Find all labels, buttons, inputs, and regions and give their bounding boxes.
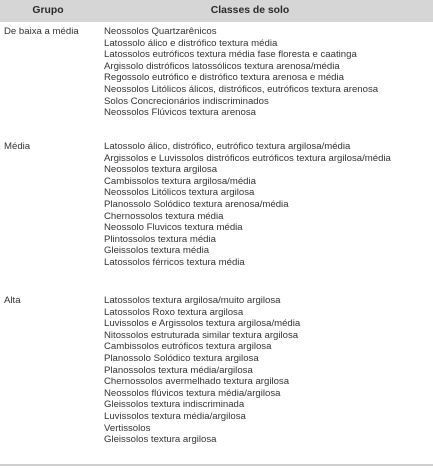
- soil-class-item: Nitossolos estruturada similar textura argilosa: [104, 329, 299, 341]
- soil-class-item: Plintossolos textura média: [104, 233, 216, 245]
- soil-class-list: [104, 141, 391, 269]
- group-label: De baixa a média: [4, 26, 79, 37]
- header-grupo: Grupo: [32, 5, 64, 16]
- soil-class-item: Latossolos Roxo textura argilosa: [104, 306, 244, 318]
- soil-class-item: Planossolo Solódico textura arenosa/média: [104, 198, 289, 210]
- soil-class-list: [104, 26, 378, 119]
- soil-class-item: Argissolos e Luvissolos distróficos eutróficos textura argilosa/média: [104, 152, 391, 164]
- soil-class-item: Solos Concrecionários indiscriminados: [104, 95, 269, 107]
- bottom-divider: [0, 464, 433, 466]
- soil-class-item: Neossolos Litólicos textura argilosa: [104, 187, 255, 199]
- group-label: Média: [4, 141, 31, 152]
- soil-class-item: Latossolos férricos textura média: [104, 256, 245, 268]
- soil-class-item: Neossolos Flúvicos textura arenosa: [104, 107, 256, 119]
- soil-class-item: Cambissolos textura argilosa/média: [104, 175, 256, 187]
- soil-class-item: Chernossolos textura média: [104, 210, 224, 222]
- soil-class-item: Neossolos flúvicos textura média/argilosa: [104, 387, 281, 399]
- soil-class-item: Gleissolos textura indiscriminada: [104, 399, 245, 411]
- soil-class-item: Argissolo distróficos latossólicos textura arenosa/média: [104, 60, 340, 72]
- soil-class-item: Latossolos textura argilosa/muito argilosa: [104, 295, 281, 306]
- group-label: Alta: [4, 295, 21, 306]
- soil-class-item: Regossolo eutrófico e distrófico textura arenosa e média: [104, 72, 344, 84]
- soil-class-item: Latossolos eutróficos textura média fase floresta e caatinga: [104, 49, 357, 61]
- soil-class-item: Latossolo álico, distrófico, eutrófico textura argilosa/média: [104, 141, 351, 152]
- soil-class-item: Neossolo Fluvicos textura média: [104, 222, 243, 234]
- soil-class-item: Neossolos Quartzarênicos: [104, 26, 217, 37]
- header-classes-de-solo: Classes de solo: [210, 5, 290, 16]
- soil-class-item: Planossolos textura média/argilosa: [104, 364, 253, 376]
- soil-class-item: Latossolo álico e distrófico textura média: [104, 37, 278, 49]
- soil-class-item: Chernossolos avermelhado textura argilosa: [104, 376, 290, 388]
- table-header: [0, 0, 433, 22]
- soil-class-item: Neossolos Litólicos álicos, distróficos, eutróficos textura arenosa: [104, 83, 379, 95]
- soil-class-item: Luvissolos textura média/argilosa: [104, 410, 246, 422]
- soil-class-item: Neossolos textura argilosa: [104, 164, 218, 176]
- soil-class-item: Gleissolos textura média: [104, 245, 210, 257]
- soil-class-item: Luvissolos e Argissolos textura argilosa/média: [104, 318, 301, 330]
- soil-class-item: Gleissolos textura argilosa: [104, 434, 217, 446]
- soil-class-item: Cambissolos eutróficos textura argilosa: [104, 341, 272, 353]
- soil-class-list: [104, 295, 300, 446]
- soil-class-item: Vertissolos: [104, 422, 151, 434]
- soil-class-item: Planossolo Solódico textura argilosa: [104, 352, 259, 364]
